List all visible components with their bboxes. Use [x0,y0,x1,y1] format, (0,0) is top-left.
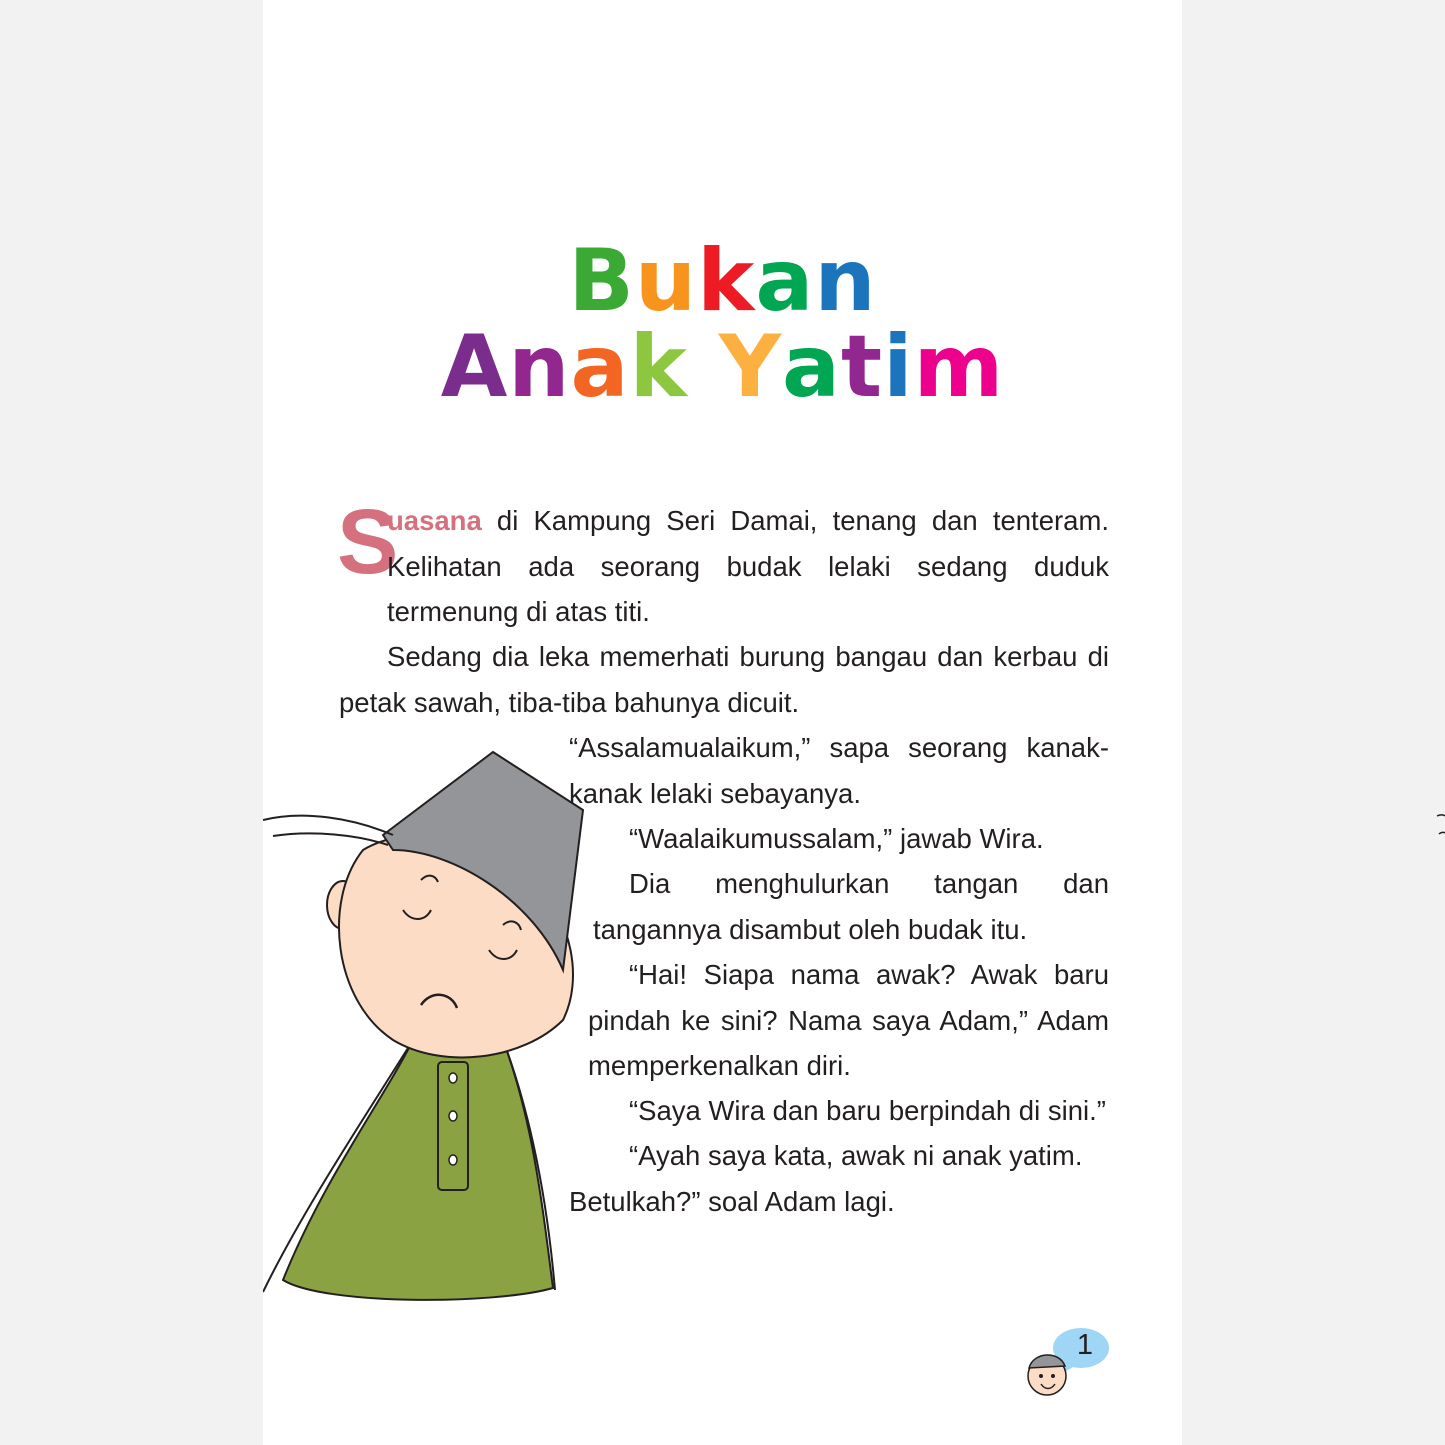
title-letter: Y [718,317,782,417]
paragraph-5: Dia menghulurkan tangan dan tangannya disambut oleh budak itu. [593,868,1109,945]
title-letter: a [570,317,630,417]
title-letter: a [782,317,842,417]
title-letter: i [883,317,914,417]
title-line-2 [263,317,1182,417]
paragraph-4: “Waalaikumussalam,” jawab Wira. [629,823,1044,854]
title-letter: n [508,317,571,417]
title-letter: m [913,317,1005,417]
drop-cap: S [337,491,399,593]
title-letter: n [814,231,877,331]
title-letter: k [629,317,688,417]
paragraph-3-text: “Assalamualaikum,” sapa seorang kanak-kanak lelaki sebayanya. [569,732,1109,809]
boy-illustration [263,740,593,1310]
title-letter: B [568,231,635,331]
paragraph-8-line-1: “Ayah saya kata, awak ni anak yatim. [629,1140,1083,1171]
book-page [263,0,1182,1445]
title-letter: t [841,317,884,417]
paragraph-3 [569,725,1109,816]
paragraph-8-line-2: Betulkah?” soal Adam lagi. [569,1186,895,1217]
page-number: 1 [1076,1329,1094,1361]
paragraph-2: Sedang dia leka memerhati burung bangau dan kerbau di petak sawah, tiba-tiba bahunya dicuit. [339,641,1109,718]
title-letter [688,322,719,412]
lead-word: uasana [387,505,482,536]
paragraph-7: “Saya Wira dan baru berpindah di sini.” [629,1095,1106,1126]
page-edge-mark [1435,808,1445,838]
title-letter: A [440,317,509,417]
title-letter: k [697,231,756,331]
title-letter: a [755,231,815,331]
mascot-icon [1019,1326,1119,1406]
paragraph-6: “Hai! Siapa nama awak? Awak baru pindah ke sini? Nama saya Adam,” Adam memperkenalkan diri. [588,959,1109,1081]
paragraph-1 [387,498,1109,635]
title-line-1 [263,231,1182,331]
title-letter: u [634,231,698,331]
paragraph-1-text: di Kampung Seri Damai, tenang dan tenteram. Kelihatan ada seorang budak lelaki sedang duduk termenung di atas titi. [387,505,1109,627]
